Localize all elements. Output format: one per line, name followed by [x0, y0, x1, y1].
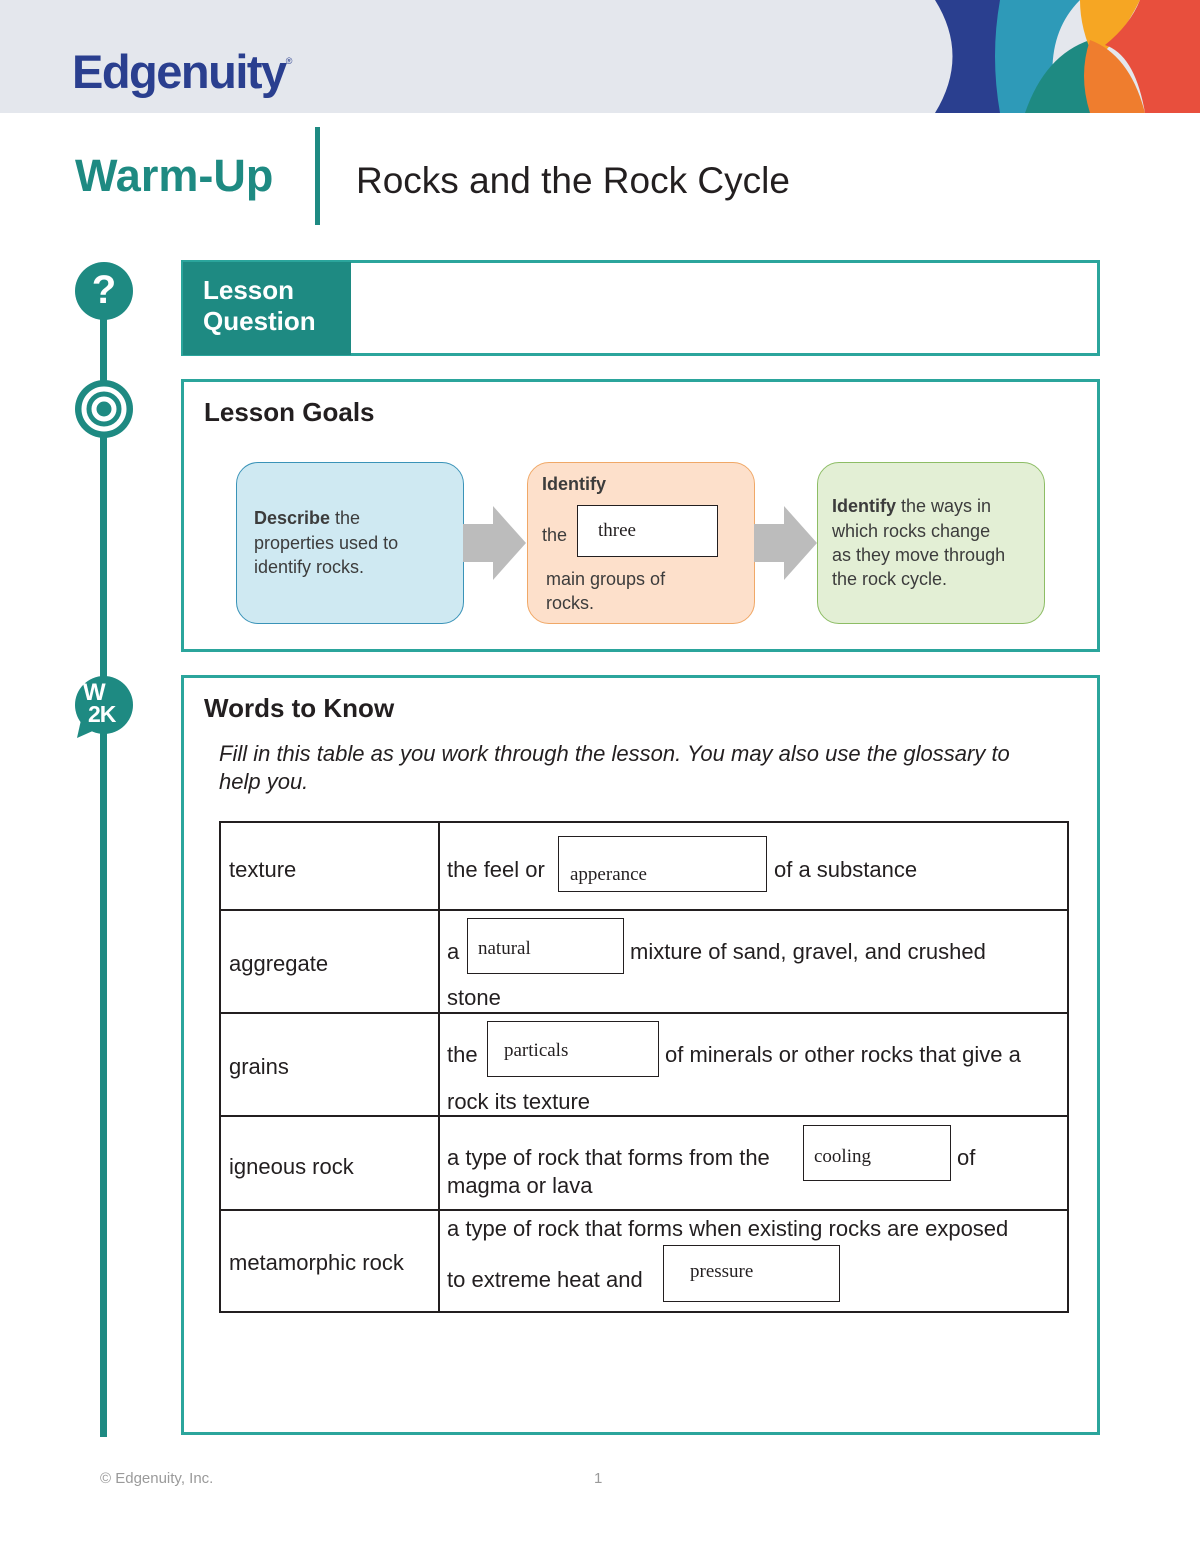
arrow-right-icon [754, 506, 818, 580]
goal-identify-groups-box: Identify the three main groups of rocks. [527, 462, 755, 624]
page-title: Rocks and the Rock Cycle [356, 160, 790, 201]
lesson-goals-heading: Lesson Goals [204, 397, 375, 427]
table-row: igneous rock a type of rock that forms from the cooling of magma or lava [220, 1116, 1068, 1210]
arrow-right-icon [463, 506, 527, 580]
decorative-shapes [930, 0, 1200, 113]
goal-describe-box: Describe the properties used to identify rocks. [236, 462, 464, 624]
vocab-term: grains [229, 1054, 289, 1079]
vocab-blank[interactable]: apperance [558, 836, 767, 892]
instructions-line1: Fill in this table as you work through the lesson. You may also use the glossary to [219, 741, 1010, 766]
target-icon [75, 380, 133, 438]
words-to-know-heading: Words to Know [204, 693, 395, 723]
vocab-blank[interactable]: particals [487, 1021, 659, 1077]
table-row: aggregate a natural mixture of sand, gravel, and crushed stone [220, 910, 1068, 1013]
header-band [0, 0, 1200, 113]
goal-identify-changes-box: Identify the ways in which rocks change as they move through the rock cycle. [817, 462, 1045, 624]
title-divider [315, 127, 320, 225]
vocab-term: texture [229, 857, 297, 882]
vocab-blank[interactable]: natural [467, 918, 624, 974]
table-row: metamorphic rock a type of rock that forms when existing rocks are exposed to extreme heat and pressure [220, 1210, 1068, 1312]
table-row: texture the feel or apperance of a substance [220, 822, 1068, 910]
edgenuity-logo: Edgenuity® [72, 45, 293, 98]
timeline-line [100, 300, 107, 1437]
lesson-question-answer[interactable] [360, 270, 1090, 348]
question-mark-icon: ? [75, 262, 133, 320]
vocab-blank[interactable]: pressure [663, 1245, 840, 1302]
goal-groups-blank[interactable]: three [577, 505, 718, 557]
vocab-blank[interactable]: cooling [803, 1125, 951, 1181]
vocab-table [219, 821, 1069, 1313]
vocab-term: igneous rock [229, 1154, 354, 1179]
copyright: © Edgenuity, Inc. [100, 1470, 214, 1487]
section-title: Warm-Up [75, 150, 274, 201]
vocab-term: metamorphic rock [229, 1250, 404, 1275]
instructions-line2: help you. [219, 769, 309, 794]
table-row: grains the particals of minerals or other rocks that give a rock its texture [220, 1013, 1068, 1116]
vocab-term: aggregate [229, 951, 329, 976]
lesson-question-label: Lesson Question [183, 262, 351, 355]
page-number: 1 [594, 1470, 603, 1487]
w2k-icon: W 2K [75, 676, 133, 740]
